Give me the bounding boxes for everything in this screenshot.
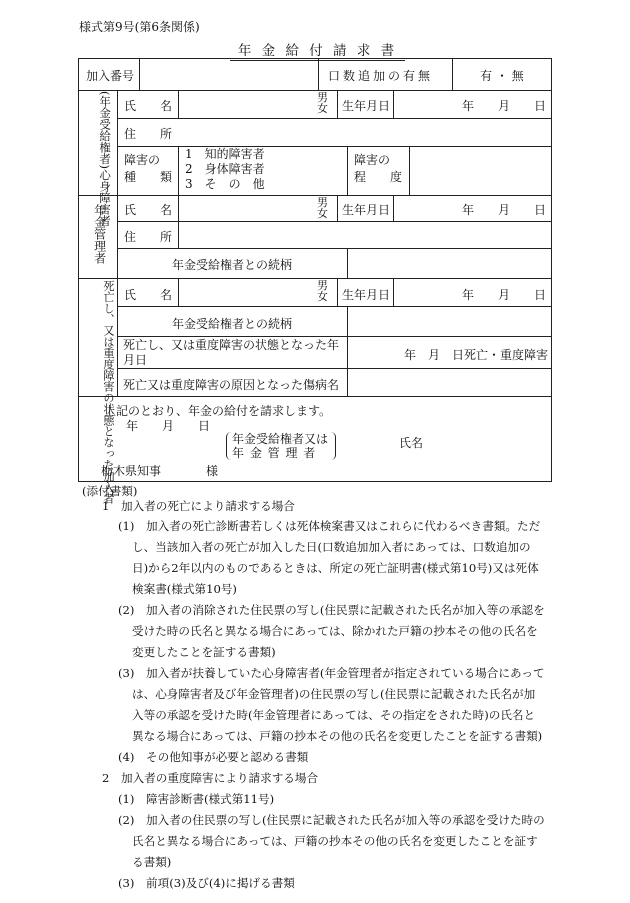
disability-type-intellectual[interactable]: 1 知的障害者	[185, 147, 265, 161]
attachment-line: 検案書(様式第10号)	[132, 582, 237, 596]
attachment-line: 異なる場合にあっては、戸籍の抄本その他の氏名を変更したことを証する書類)	[132, 729, 543, 743]
honorific: 様	[206, 464, 219, 478]
disability-type-physical[interactable]: 2 身体障害者	[185, 162, 265, 176]
signer-name-label: 氏名	[399, 436, 424, 450]
unit-addition-label: 口数追加の有無	[328, 69, 434, 83]
manager-dob-label: 生年月日	[342, 203, 391, 217]
attachments-heading: (添付書類)	[82, 484, 138, 498]
attachment-line: (2) 加入者の住民票の写し(住民票に記載された氏名が加入等の承認を受けた時の	[118, 813, 545, 827]
attachment-line: 受けた時の氏名と異なる場合にあっては、除かれた戸籍の抄本その他の氏名を	[132, 624, 538, 638]
manager-dob-field[interactable]: 年 月 日	[462, 203, 547, 217]
subscriber-relation-field[interactable]	[348, 307, 550, 335]
recipient-dob-field[interactable]: 年 月 日	[462, 99, 547, 113]
subscriber-male-option[interactable]: 男	[317, 279, 328, 292]
recipient-male-option[interactable]: 男	[317, 91, 328, 104]
attachment-line: る書類)	[132, 855, 172, 869]
disability-type-other[interactable]: 3 そ の 他	[185, 177, 265, 191]
subscriber-female-option[interactable]: 女	[317, 290, 328, 303]
manager-name-field[interactable]	[179, 196, 315, 220]
signer-role: 年金受給権者又は 年 金 管 理 者	[232, 432, 329, 460]
attachment-line: (4) その他知事が必要と認める書類	[118, 750, 309, 764]
disability-type-label: 障害の 種 類	[124, 153, 173, 184]
manager-relation-field[interactable]	[348, 249, 550, 277]
disability-type-options	[185, 147, 265, 192]
attachment-line: (3) 前項(3)及び(4)に掲げる書類	[118, 876, 295, 890]
manager-address-field[interactable]	[179, 222, 551, 247]
unit-addition-choice[interactable]: 有 ・ 無	[480, 69, 524, 83]
attachment-line: 入等の承認を受けた時(年金管理者にあっては、その指定をされた時)の氏名と	[132, 708, 536, 722]
signer-name-field[interactable]	[425, 430, 545, 450]
request-statement: 上記のとおり、年金の給付を請求します。	[104, 404, 332, 418]
recipient-name-label: 氏 名	[124, 99, 173, 113]
death-date-label: 死亡し、又は重度障害の状態となった年月日	[123, 338, 340, 367]
manager-female-option[interactable]: 女	[317, 207, 328, 220]
manager-male-option[interactable]: 男	[317, 196, 328, 209]
recipient-address-label: 住 所	[124, 127, 173, 141]
subscriber-number-field[interactable]	[140, 59, 317, 89]
attachment-line: 日)から2年以内のものであるときは、所定の死亡証明書(様式第10号)又は死体	[132, 561, 539, 575]
subscriber-number-label: 加入番号	[86, 69, 135, 83]
attachment-line: し、当該加入者の死亡が加入した日(口数追加加入者にあっては、口数追加の	[132, 540, 531, 554]
attachment-line: 1 加入者の死亡により請求する場合	[102, 499, 295, 513]
subscriber-name-label: 氏 名	[124, 288, 173, 302]
recipient-female-option[interactable]: 女	[317, 102, 328, 115]
manager-name-label: 氏 名	[124, 203, 173, 217]
attachment-line: (3) 加入者が扶養していた心身障害者(年金管理者が指定されている場合にあって	[118, 666, 545, 680]
recipient-name-field[interactable]	[179, 91, 315, 117]
recipient-dob-label: 生年月日	[342, 99, 391, 113]
manager-relation-label: 年金受給権者との続柄	[172, 258, 293, 272]
attachment-line: 氏名と異なる場合にあっては、戸籍の抄本その他の氏名を変更したことを証す	[132, 834, 538, 848]
group-recipient-label: (年金受給権者)心身障害者	[98, 91, 113, 227]
manager-address-label: 住 所	[124, 230, 173, 244]
addressee: 栃木県知事	[101, 464, 162, 478]
attachment-line: 変更したことを証する書類)	[132, 645, 276, 659]
attachment-line: (1) 加入者の死亡診断書若しくは死体検案書又はこれらに代わるべき書類。ただ	[118, 519, 541, 533]
attachment-line: (1) 障害診断書(様式第11号)	[118, 792, 275, 806]
request-date-field[interactable]: 年 月 日	[126, 419, 211, 433]
subscriber-relation-label: 年金受給権者との続柄	[172, 317, 293, 331]
form-number: 様式第9号(第6条関係)	[79, 20, 200, 34]
cause-field[interactable]	[348, 369, 550, 395]
disability-degree-field[interactable]	[410, 147, 550, 194]
subscriber-dob-field[interactable]: 年 月 日	[462, 288, 547, 302]
cause-label: 死亡又は重度障害の原因となった傷病名	[123, 378, 340, 392]
recipient-address-field[interactable]	[179, 119, 551, 145]
group-manager-label: 年金管理者	[92, 204, 107, 264]
attachment-line: は、心身障害者及び年金管理者)の住民票の写し(住民票に記載された氏名が加	[132, 687, 536, 701]
subscriber-name-field[interactable]	[179, 279, 315, 305]
disability-degree-label: 障害の 程 度	[354, 153, 403, 184]
death-date-field[interactable]: 年 月 日死亡・重度障害	[404, 348, 549, 362]
group-death-label: 死亡し、又は重度障害の状態となった加入者	[102, 280, 115, 504]
attachment-line: (2) 加入者の消除された住民票の写し(住民票に記載された氏名が加入等の承認を	[118, 603, 545, 617]
attachment-line: 2 加入者の重度障害により請求する場合	[102, 771, 319, 785]
page-title: 年 金 給 付 請 求 書	[230, 39, 405, 61]
subscriber-dob-label: 生年月日	[342, 288, 391, 302]
